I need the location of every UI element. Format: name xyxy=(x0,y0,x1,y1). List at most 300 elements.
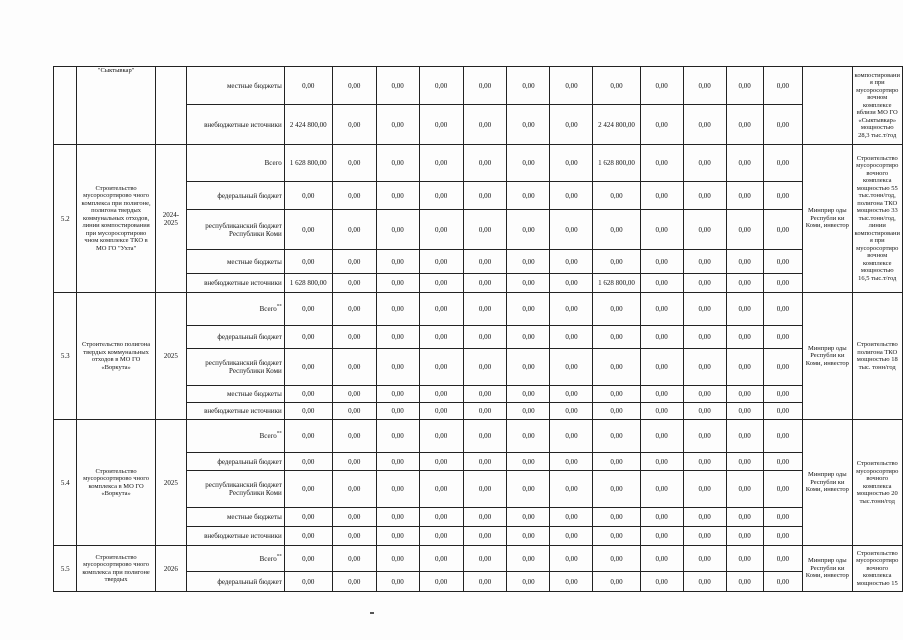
value-cell: 0,00 xyxy=(550,508,593,527)
value-cell: 0,00 xyxy=(763,293,803,326)
value-cell: 0,00 xyxy=(550,210,593,250)
value-cell: 0,00 xyxy=(726,293,763,326)
source-label: Всего xyxy=(264,159,282,167)
value-cell: 0,00 xyxy=(683,182,726,210)
value-cell: 0,00 xyxy=(332,67,376,105)
value-cell: 0,00 xyxy=(284,546,332,572)
value-cell: 0,00 xyxy=(640,546,683,572)
value-cell: 0,00 xyxy=(550,182,593,210)
value-cell: 0,00 xyxy=(419,67,463,105)
source-label: федеральный бюджет xyxy=(217,333,282,341)
item-name-cell: "Сыктывкар" xyxy=(77,67,155,145)
value-cell: 0,00 xyxy=(640,210,683,250)
result-cell: Строительство мусоросортиро вочного комплекса мощностью 20 тыс.тонн/год xyxy=(852,420,903,546)
value-cell: 0,00 xyxy=(332,349,376,386)
source-cell xyxy=(187,386,285,403)
value-cell: 0,00 xyxy=(763,508,803,527)
value-cell: 0,00 xyxy=(419,274,463,293)
value-cell: 0,00 xyxy=(463,293,507,326)
value-cell: 0,00 xyxy=(593,471,640,508)
value-cell: 0,00 xyxy=(507,182,550,210)
value-cell: 0,00 xyxy=(593,420,640,453)
result-cell: компостировани я при мусоросортиро вочном комплексе вблизи МО ГО «Сыктывкар» мощностью 28,3 тыс.т/год xyxy=(852,67,903,145)
source-cell xyxy=(187,349,285,386)
value-cell: 0,00 xyxy=(683,386,726,403)
value-cell: 0,00 xyxy=(419,182,463,210)
table-row xyxy=(54,420,903,453)
value-cell: 0,00 xyxy=(726,326,763,349)
item-name-cell: Строительство мусоросортирово чного комплекса при полигоне твердых xyxy=(77,546,155,592)
value-cell: 0,00 xyxy=(284,420,332,453)
value-cell: 0,00 xyxy=(284,293,332,326)
value-cell: 0,00 xyxy=(763,105,803,145)
value-cell: 0,00 xyxy=(593,182,640,210)
value-cell: 0,00 xyxy=(507,572,550,592)
value-cell: 0,00 xyxy=(683,349,726,386)
value-cell: 0,00 xyxy=(683,453,726,471)
value-cell: 0,00 xyxy=(284,326,332,349)
value-cell: 0,00 xyxy=(763,386,803,403)
value-cell: 0,00 xyxy=(332,250,376,274)
value-cell: 0,00 xyxy=(726,527,763,546)
source-cell xyxy=(187,250,285,274)
source-label: республиканский бюджет Республики Коми xyxy=(205,359,282,375)
value-cell: 0,00 xyxy=(284,572,332,592)
source-cell xyxy=(187,210,285,250)
source-cell xyxy=(187,546,285,572)
value-cell: 0,00 xyxy=(593,210,640,250)
value-cell: 0,00 xyxy=(507,508,550,527)
value-cell: 0,00 xyxy=(763,182,803,210)
value-cell: 0,00 xyxy=(593,572,640,592)
source-cell xyxy=(187,326,285,349)
period-cell: 2025 xyxy=(155,293,186,420)
value-cell: 0,00 xyxy=(463,210,507,250)
value-cell: 0,00 xyxy=(419,386,463,403)
table-row xyxy=(54,546,903,572)
value-cell: 0,00 xyxy=(726,105,763,145)
value-cell: 0,00 xyxy=(376,386,419,403)
value-cell: 0,00 xyxy=(463,67,507,105)
value-cell: 0,00 xyxy=(463,386,507,403)
value-cell: 0,00 xyxy=(763,453,803,471)
value-cell: 0,00 xyxy=(332,546,376,572)
table-row xyxy=(54,145,903,182)
value-cell: 0,00 xyxy=(463,572,507,592)
value-cell: 0,00 xyxy=(507,67,550,105)
value-cell: 0,00 xyxy=(284,210,332,250)
executor-cell: Минприр оды Республи ки Коми, инвестор xyxy=(803,420,852,546)
value-cell: 0,00 xyxy=(726,349,763,386)
value-cell: 0,00 xyxy=(463,403,507,420)
value-cell: 0,00 xyxy=(507,349,550,386)
value-cell: 0,00 xyxy=(507,274,550,293)
value-cell: 0,00 xyxy=(463,349,507,386)
value-cell: 0,00 xyxy=(376,250,419,274)
value-cell: 0,00 xyxy=(419,403,463,420)
source-cell: местные бюджеты xyxy=(187,67,285,105)
value-cell: 0,00 xyxy=(683,527,726,546)
value-cell: 0,00 xyxy=(284,508,332,527)
value-cell: 0,00 xyxy=(507,326,550,349)
value-cell: 0,00 xyxy=(419,250,463,274)
value-cell: 0,00 xyxy=(376,274,419,293)
item-name-cell: Строительство мусоросортирово чного комплекса при полигоне, полигона твердых коммунальных отходов, линии компостирования при мусоросортирово чном комплексе ТКО в МО ГО "Ухта" xyxy=(77,145,155,293)
source-cell xyxy=(187,293,285,326)
value-cell: 0,00 xyxy=(463,145,507,182)
value-cell: 0,00 xyxy=(763,471,803,508)
value-cell: 0,00 xyxy=(726,386,763,403)
value-cell: 0,00 xyxy=(550,546,593,572)
source-label: Всего xyxy=(259,554,277,563)
value-cell: 0,00 xyxy=(332,326,376,349)
value-cell: 0,00 xyxy=(763,250,803,274)
value-cell: 0,00 xyxy=(593,546,640,572)
value-cell: 0,00 xyxy=(284,349,332,386)
value-cell: 0,00 xyxy=(550,293,593,326)
value-cell: 0,00 xyxy=(683,326,726,349)
value-cell: 0,00 xyxy=(683,210,726,250)
value-cell: 0,00 xyxy=(376,182,419,210)
value-cell: 0,00 xyxy=(593,403,640,420)
source-label: республиканский бюджет Республики Коми xyxy=(205,481,282,497)
value-cell: 0,00 xyxy=(376,546,419,572)
value-cell: 0,00 xyxy=(376,572,419,592)
value-cell: 0,00 xyxy=(593,293,640,326)
footnote-mark: ** xyxy=(276,431,282,437)
value-cell: 0,00 xyxy=(376,471,419,508)
value-cell: 0,00 xyxy=(726,572,763,592)
value-cell: 0,00 xyxy=(550,326,593,349)
value-cell: 0,00 xyxy=(683,471,726,508)
value-cell: 1 628 800,00 xyxy=(593,274,640,293)
result-cell: Строительство мусоросортиро вочного комплекса мощностью 55 тыс.тонн/год, полигона ТКО мощностью 33 тыс.тонн/год, линии компостировани я при мусоросортиро вочном комплексе мощностью 16,5 тыс.т/год xyxy=(852,145,903,293)
value-cell: 0,00 xyxy=(376,145,419,182)
value-cell: 0,00 xyxy=(640,67,683,105)
value-cell: 0,00 xyxy=(507,293,550,326)
value-cell: 0,00 xyxy=(683,508,726,527)
source-cell xyxy=(187,403,285,420)
value-cell: 0,00 xyxy=(550,420,593,453)
source-cell: внебюджетные источники xyxy=(187,105,285,145)
value-cell: 0,00 xyxy=(593,508,640,527)
value-cell: 0,00 xyxy=(640,349,683,386)
value-cell: 0,00 xyxy=(726,403,763,420)
value-cell: 0,00 xyxy=(332,403,376,420)
value-cell: 0,00 xyxy=(683,250,726,274)
value-cell: 0,00 xyxy=(419,572,463,592)
value-cell: 0,00 xyxy=(376,508,419,527)
source-label: внебюджетные источники xyxy=(204,532,282,540)
source-cell xyxy=(187,508,285,527)
table-body xyxy=(54,67,903,592)
value-cell: 0,00 xyxy=(763,349,803,386)
value-cell: 0,00 xyxy=(332,508,376,527)
item-number-cell: 5.2 xyxy=(54,145,77,293)
value-cell: 0,00 xyxy=(726,508,763,527)
value-cell: 0,00 xyxy=(419,349,463,386)
value-cell: 0,00 xyxy=(640,386,683,403)
value-cell: 0,00 xyxy=(507,145,550,182)
value-cell: 0,00 xyxy=(640,471,683,508)
value-cell: 0,00 xyxy=(332,471,376,508)
executor-cell: Минприр оды Республи ки Коми, инвестор xyxy=(803,546,852,592)
value-cell: 0,00 xyxy=(683,546,726,572)
value-cell: 0,00 xyxy=(463,274,507,293)
value-cell: 0,00 xyxy=(419,210,463,250)
value-cell: 0,00 xyxy=(284,403,332,420)
value-cell: 0,00 xyxy=(332,527,376,546)
footnote-mark: ** xyxy=(276,554,282,560)
value-cell: 0,00 xyxy=(640,508,683,527)
value-cell: 0,00 xyxy=(726,210,763,250)
value-cell: 0,00 xyxy=(683,293,726,326)
value-cell: 0,00 xyxy=(376,293,419,326)
value-cell: 0,00 xyxy=(332,386,376,403)
value-cell: 0,00 xyxy=(550,274,593,293)
value-cell: 0,00 xyxy=(419,471,463,508)
value-cell: 0,00 xyxy=(376,403,419,420)
value-cell: 0,00 xyxy=(550,403,593,420)
value-cell: 0,00 xyxy=(419,293,463,326)
scan-mark xyxy=(370,612,374,614)
value-cell: 0,00 xyxy=(332,210,376,250)
value-cell: 0,00 xyxy=(683,572,726,592)
value-cell: 0,00 xyxy=(284,250,332,274)
value-cell: 0,00 xyxy=(640,105,683,145)
value-cell: 1 628 800,00 xyxy=(284,145,332,182)
value-cell: 0,00 xyxy=(507,403,550,420)
value-cell: 0,00 xyxy=(763,403,803,420)
value-cell: 0,00 xyxy=(463,420,507,453)
value-cell: 0,00 xyxy=(463,471,507,508)
value-cell: 0,00 xyxy=(726,420,763,453)
value-cell: 0,00 xyxy=(550,386,593,403)
value-cell: 0,00 xyxy=(726,546,763,572)
value-cell: 0,00 xyxy=(463,326,507,349)
value-cell: 0,00 xyxy=(763,274,803,293)
value-cell: 0,00 xyxy=(726,471,763,508)
source-label: Всего xyxy=(259,305,277,313)
value-cell: 0,00 xyxy=(332,145,376,182)
value-cell: 0,00 xyxy=(419,420,463,453)
value-cell: 0,00 xyxy=(419,326,463,349)
value-cell: 0,00 xyxy=(376,210,419,250)
source-cell xyxy=(187,145,285,182)
value-cell: 0,00 xyxy=(640,527,683,546)
period-cell: 2026 xyxy=(155,546,186,592)
value-cell: 0,00 xyxy=(640,420,683,453)
result-cell: Строительство полигона ТКО мощностью 18 тыс. тонн/год xyxy=(852,293,903,420)
value-cell: 0,00 xyxy=(284,67,332,105)
value-cell: 0,00 xyxy=(550,527,593,546)
source-cell xyxy=(187,182,285,210)
value-cell: 0,00 xyxy=(683,403,726,420)
value-cell: 0,00 xyxy=(419,508,463,527)
source-label: внебюджетные источники xyxy=(204,407,282,415)
value-cell: 0,00 xyxy=(507,453,550,471)
source-label: местные бюджеты xyxy=(226,257,282,266)
item-number-cell xyxy=(54,67,77,145)
value-cell: 0,00 xyxy=(640,293,683,326)
source-label: федеральный бюджет xyxy=(217,577,282,586)
executor-cell: Минприр оды Республи ки Коми, инвестор xyxy=(803,293,852,420)
item-number-cell: 5.5 xyxy=(54,546,77,592)
value-cell: 0,00 xyxy=(640,572,683,592)
value-cell: 0,00 xyxy=(550,572,593,592)
value-cell: 0,00 xyxy=(463,453,507,471)
value-cell: 0,00 xyxy=(763,572,803,592)
value-cell: 0,00 xyxy=(463,546,507,572)
value-cell: 0,00 xyxy=(550,250,593,274)
source-cell xyxy=(187,572,285,592)
value-cell: 0,00 xyxy=(376,349,419,386)
value-cell: 2 424 800,00 xyxy=(593,105,640,145)
value-cell: 0,00 xyxy=(419,453,463,471)
result-cell: Строительство мусоросортиро вочного комплекса мощностью 15 xyxy=(852,546,903,592)
value-cell: 0,00 xyxy=(463,182,507,210)
value-cell: 0,00 xyxy=(376,326,419,349)
table-row xyxy=(54,293,903,326)
value-cell: 0,00 xyxy=(683,145,726,182)
value-cell: 0,00 xyxy=(332,572,376,592)
source-cell xyxy=(187,471,285,508)
value-cell: 0,00 xyxy=(376,453,419,471)
value-cell: 0,00 xyxy=(683,274,726,293)
item-name-cell: Строительство полигона твердых коммунальных отходов в МО ГО «Воркута» xyxy=(77,293,155,420)
value-cell: 0,00 xyxy=(683,420,726,453)
value-cell: 0,00 xyxy=(284,182,332,210)
value-cell: 0,00 xyxy=(763,420,803,453)
source-label: местные бюджеты xyxy=(226,390,282,398)
value-cell: 0,00 xyxy=(332,274,376,293)
value-cell: 0,00 xyxy=(726,274,763,293)
value-cell: 1 628 800,00 xyxy=(593,145,640,182)
value-cell: 0,00 xyxy=(640,182,683,210)
value-cell: 0,00 xyxy=(507,386,550,403)
value-cell: 0,00 xyxy=(507,250,550,274)
value-cell: 0,00 xyxy=(593,326,640,349)
item-number-cell: 5.3 xyxy=(54,293,77,420)
value-cell: 0,00 xyxy=(284,527,332,546)
value-cell: 0,00 xyxy=(419,145,463,182)
value-cell: 0,00 xyxy=(419,546,463,572)
source-label: местные бюджеты xyxy=(226,513,282,521)
period-cell: 2025 xyxy=(155,420,186,546)
source-label: внебюджетные источники xyxy=(204,279,282,287)
value-cell: 0,00 xyxy=(640,453,683,471)
value-cell: 0,00 xyxy=(726,250,763,274)
value-cell: 0,00 xyxy=(593,527,640,546)
value-cell: 0,00 xyxy=(419,527,463,546)
value-cell: 0,00 xyxy=(284,386,332,403)
value-cell: 2 424 800,00 xyxy=(284,105,332,145)
value-cell: 0,00 xyxy=(284,453,332,471)
source-cell xyxy=(187,274,285,293)
value-cell: 0,00 xyxy=(507,527,550,546)
source-cell xyxy=(187,527,285,546)
value-cell: 0,00 xyxy=(332,293,376,326)
value-cell: 0,00 xyxy=(763,210,803,250)
source-label: Всего xyxy=(259,432,277,440)
source-label: федеральный бюджет xyxy=(217,191,282,200)
footnote-mark: ** xyxy=(276,304,282,310)
value-cell: 0,00 xyxy=(763,546,803,572)
value-cell: 0,00 xyxy=(376,67,419,105)
item-number-cell: 5.4 xyxy=(54,420,77,546)
value-cell: 0,00 xyxy=(593,453,640,471)
value-cell: 0,00 xyxy=(726,182,763,210)
value-cell: 0,00 xyxy=(284,471,332,508)
value-cell: 0,00 xyxy=(640,250,683,274)
value-cell: 0,00 xyxy=(332,182,376,210)
value-cell: 0,00 xyxy=(550,67,593,105)
item-name-cell: Строительство мусоросортирово чного комплекса в МО ГО «Воркута» xyxy=(77,420,155,546)
executor-cell: Минприр оды Республи ки Коми, инвестор xyxy=(803,145,852,293)
value-cell: 0,00 xyxy=(640,145,683,182)
value-cell: 0,00 xyxy=(550,349,593,386)
value-cell: 0,00 xyxy=(763,326,803,349)
value-cell: 0,00 xyxy=(332,420,376,453)
value-cell: 0,00 xyxy=(332,105,376,145)
value-cell: 0,00 xyxy=(419,105,463,145)
value-cell: 0,00 xyxy=(593,349,640,386)
source-label: федеральный бюджет xyxy=(217,457,282,466)
value-cell: 0,00 xyxy=(763,527,803,546)
value-cell: 0,00 xyxy=(376,420,419,453)
table-row xyxy=(54,67,903,105)
value-cell: 0,00 xyxy=(640,274,683,293)
value-cell: 1 628 800,00 xyxy=(284,274,332,293)
value-cell: 0,00 xyxy=(550,453,593,471)
value-cell: 0,00 xyxy=(726,145,763,182)
period-cell xyxy=(155,67,186,145)
value-cell: 0,00 xyxy=(550,105,593,145)
value-cell: 0,00 xyxy=(640,403,683,420)
value-cell: 0,00 xyxy=(640,326,683,349)
value-cell: 0,00 xyxy=(726,67,763,105)
value-cell: 0,00 xyxy=(376,527,419,546)
executor-cell xyxy=(803,67,852,145)
value-cell: 0,00 xyxy=(507,210,550,250)
source-cell xyxy=(187,420,285,453)
value-cell: 0,00 xyxy=(507,546,550,572)
value-cell: 0,00 xyxy=(463,250,507,274)
value-cell: 0,00 xyxy=(763,145,803,182)
value-cell: 0,00 xyxy=(507,420,550,453)
value-cell: 0,00 xyxy=(683,105,726,145)
value-cell: 0,00 xyxy=(463,527,507,546)
value-cell: 0,00 xyxy=(507,105,550,145)
value-cell: 0,00 xyxy=(463,105,507,145)
value-cell: 0,00 xyxy=(550,471,593,508)
value-cell: 0,00 xyxy=(593,67,640,105)
value-cell: 0,00 xyxy=(376,105,419,145)
value-cell: 0,00 xyxy=(593,386,640,403)
value-cell: 0,00 xyxy=(463,508,507,527)
value-cell: 0,00 xyxy=(726,453,763,471)
source-label: республиканский бюджет Республики Коми xyxy=(205,221,282,238)
value-cell: 0,00 xyxy=(550,145,593,182)
financing-table xyxy=(53,66,903,592)
value-cell: 0,00 xyxy=(763,67,803,105)
value-cell: 0,00 xyxy=(593,250,640,274)
source-cell xyxy=(187,453,285,471)
value-cell: 0,00 xyxy=(332,453,376,471)
period-cell: 2024-2025 xyxy=(155,145,186,293)
value-cell: 0,00 xyxy=(683,67,726,105)
value-cell: 0,00 xyxy=(507,471,550,508)
